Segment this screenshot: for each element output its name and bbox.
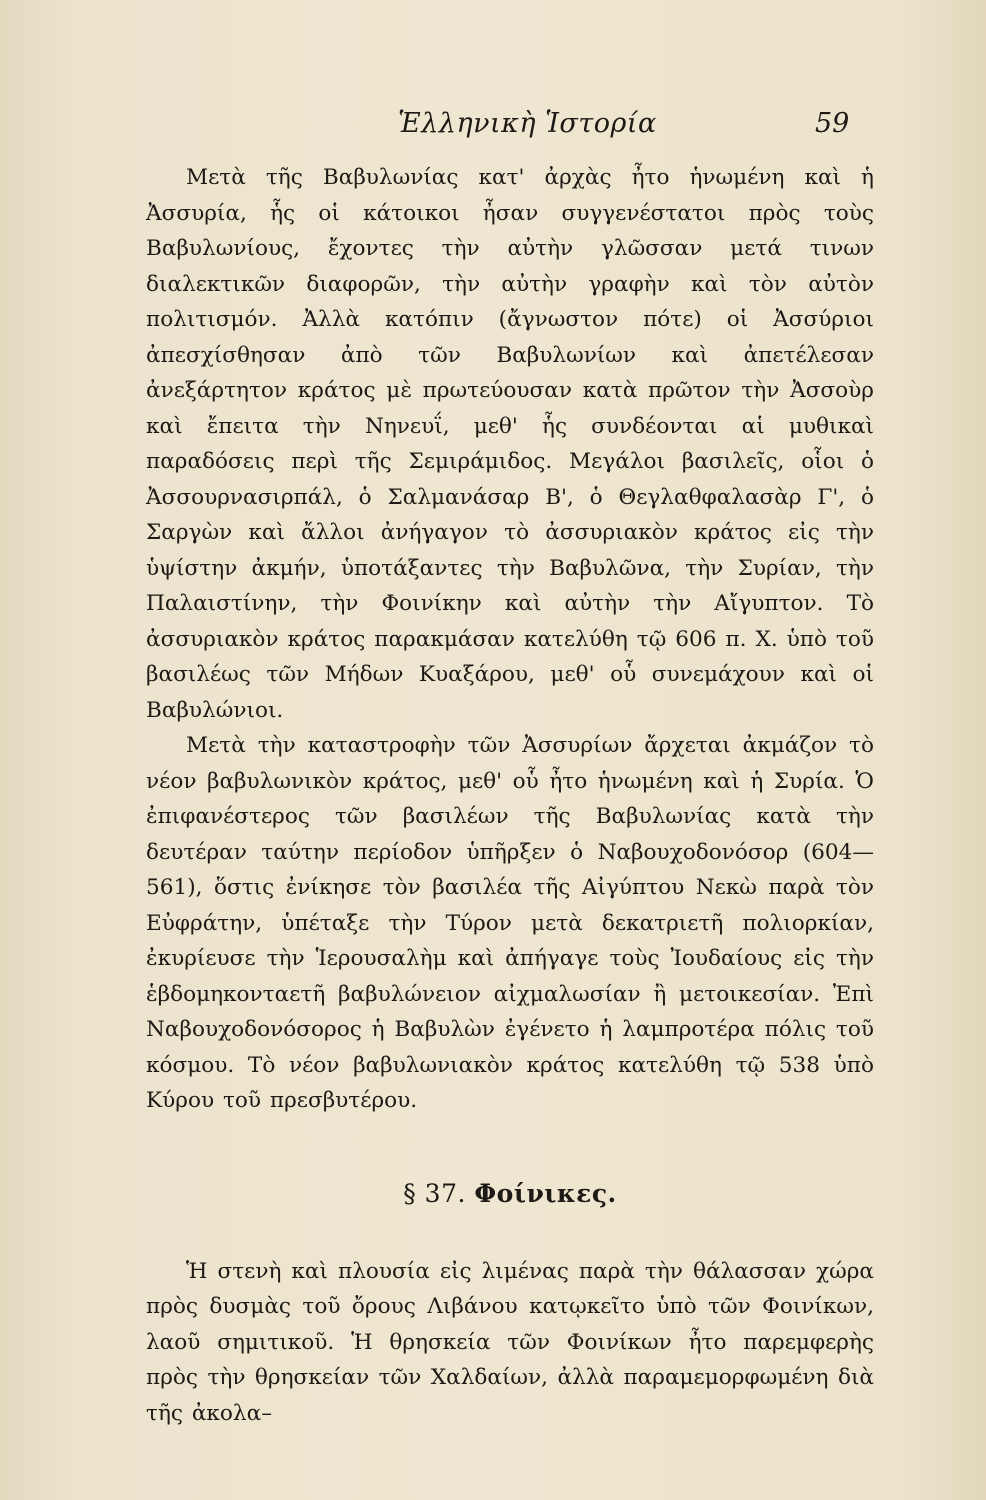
section-heading	[146, 1179, 874, 1208]
paragraph-phoenicians: Ἡ στενὴ καὶ πλουσία εἰς λιμένας παρὰ τὴν θάλασσαν χώρα πρὸς δυσμὰς τοῦ ὄρους Λιβάνου κατῳκεῖτο ὑπὸ τῶν Φοινίκων, λαοῦ σημιτικοῦ. Ἡ θρησκεία τῶν Φοινίκων ἦτο παρεμφερὴς πρὸς τὴν θρησκείαν τῶν Χαλδαίων, ἀλλὰ παραμεμορφωμένη διὰ τῆς ἀκολα–	[146, 1258, 874, 1426]
running-title: Ἑλληνικὴ Ἱστορία	[398, 108, 657, 139]
page-header	[0, 108, 986, 148]
page-number: 59	[815, 108, 850, 139]
section-title: Φοίνικες.	[474, 1178, 617, 1208]
paragraph-assyria: Μετὰ τῆς Βαβυλωνίας κατ' ἀρχὰς ἦτο ἡνωμένη καὶ ἡ Ἀσσυρία, ἧς οἱ κάτοικοι ἦσαν συγγενέστατοι πρὸς τοὺς Βαβυλωνίους, ἔχοντες τὴν αὐτὴν γλῶσσαν μετά τινων διαλεκτικῶν διαφορῶν, τὴν αὐτὴν γραφὴν καὶ τὸν αὐτὸν πολιτισμόν. Ἀλλὰ κατόπιν (ἄγνωστον πότε) οἱ Ἀσσύριοι ἀπεσχίσθησαν ἀπὸ τῶν Βαβυλωνίων καὶ ἀπετέλεσαν ἀνεξάρτητον κράτος μὲ πρωτεύουσαν κατὰ πρῶτον τὴν Ἀσσοὺρ καὶ ἔπειτα τὴν Νηνευΐ, μεθ' ἧς συνδέονται αἱ μυθικαὶ παραδόσεις περὶ τῆς Σεμιράμιδος. Μεγάλοι βασιλεῖς, οἷοι ὁ Ἀσσουρνασιρπάλ, ὁ Σαλμανάσαρ Β', ὁ Θεγλαθφαλασὰρ Γ', ὁ Σαργὼν καὶ ἄλλοι ἀνήγαγον τὸ ἀσσυριακὸν κράτος εἰς τὴν ὑψίστην ἀκμήν, ὑποτάξαντες τὴν Βαβυλῶνα, τὴν Συρίαν, τὴν Παλαιστίνην, τὴν Φοινίκην καὶ αὐτὴν τὴν Αἴγυπτον. Τὸ ἀσσυριακὸν κράτος παρακμάσαν κατελύθη τῷ 606 π. Χ. ὑπὸ τοῦ βασιλέως τῶν Μήδων Κυαξάρου, μεθ' οὗ συνεμάχουν καὶ οἱ Βαβυλώνιοι.	[146, 165, 874, 723]
main-text	[146, 160, 874, 1431]
section-number: § 37.	[403, 1178, 466, 1208]
paragraph-neo-babylonian: Μετὰ τὴν καταστροφὴν τῶν Ἀσσυρίων ἄρχεται ἀκμάζον τὸ νέον βαβυλωνικὸν κράτος, μεθ' οὗ ἦτο ἡνωμένη καὶ ἡ Συρία. Ὁ ἐπιφανέστερος τῶν βασιλέων τῆς Βαβυλωνίας κατὰ τὴν δευτέραν ταύτην περίοδον ὑπῆρξεν ὁ Ναβουχοδονόσορ (604—561), ὅστις ἐνίκησε τὸν βασιλέα τῆς Αἰγύπτου Νεκὼ παρὰ τὸν Εὐφράτην, ὑπέταξε τὴν Τύρον μετὰ δεκατριετῆ πολιορκίαν, ἐκυρίευσε τὴν Ἱερουσαλὴμ καὶ ἀπήγαγε τοὺς Ἰουδαίους εἰς τὴν ἑβδομηκονταετῆ βαβυλώνειον αἰχμαλωσίαν ἢ μετοικεσίαν. Ἐπὶ Ναβουχοδονόσορος ἡ Βαβυλὼν ἐγένετο ἡ λαμπροτέρα πόλις τοῦ κόσμου. Τὸ νέον βαβυλωνιακὸν κράτος κατελύθη τῷ 538 ὑπὸ Κύρου τοῦ πρεσβυτέρου.	[146, 733, 874, 1113]
section-body	[146, 1254, 874, 1432]
